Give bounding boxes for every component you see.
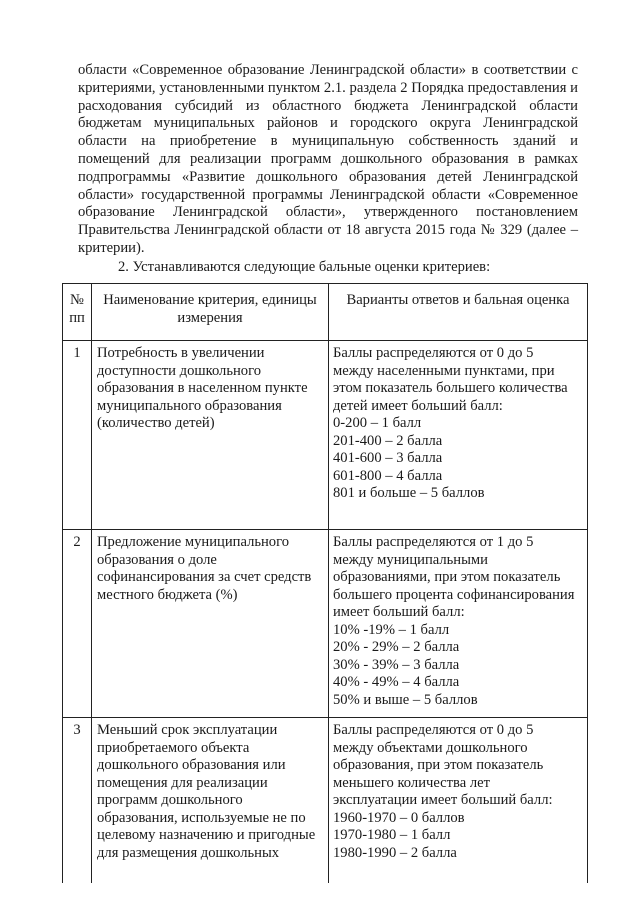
criterion-line: помещения для реализации [97, 774, 268, 791]
criterion-name [92, 341, 329, 530]
variant-line: между населенными пунктами, при [333, 362, 555, 379]
intro-line: детей Ленинградской области» государственной программы Ленинградской [78, 168, 579, 203]
variant-line: 801 и больше – 5 баллов [333, 485, 485, 501]
intro-line: собственность зданий и помещений для реализации программ дошкольного [78, 133, 578, 167]
criterion-line: образования в населенном пункте [97, 380, 308, 396]
variant-line: 401-600 – 3 балла [333, 450, 443, 466]
criterion-line: местного бюджета (%) [97, 586, 238, 603]
variants-cell [329, 718, 588, 884]
variant-line: между муниципальными [333, 551, 488, 568]
intro-paragraph [78, 62, 578, 258]
criterion-line: муниципального образования [97, 397, 282, 414]
table-row [63, 530, 588, 718]
variant-line: 1970-1980 – 1 балл [333, 827, 451, 843]
criterion-name [92, 530, 329, 718]
criterion-line: для размещения дошкольных [97, 844, 280, 861]
row-number: 3 [63, 718, 92, 884]
intro-line: округа Ленинградской области на приобретение в муниципальную [78, 115, 579, 150]
intro-line: с критериями, установленными пунктом 2.1. раздела 2 Порядка [78, 62, 579, 96]
intro-text [78, 62, 578, 277]
variant-line: 50% и выше – 5 баллов [333, 691, 478, 708]
criteria-table [62, 283, 588, 883]
variants-cell [329, 341, 588, 530]
variant-line: образования, при этом показатель [333, 757, 544, 773]
variant-line: 40% - 49% – 4 балла [333, 674, 460, 690]
variant-line: 201-400 – 2 балла [333, 432, 443, 449]
variant-line: меньшего количества лет [333, 774, 491, 791]
variant-line: Баллы распределяются от 0 до 5 [333, 722, 534, 738]
header-variants: Варианты ответов и бальная оценка [329, 284, 588, 341]
criterion-line: образования, используемые не по [97, 809, 306, 826]
row-number: 2 [63, 530, 92, 718]
variant-line: имеет больший балл: [333, 604, 465, 620]
variant-line: 0-200 – 1 балл [333, 415, 422, 431]
criterion-line: софинансирования за счет средств [97, 569, 312, 585]
variant-line: 20% - 29% – 2 балла [333, 639, 460, 655]
criterion-line: программ дошкольного [97, 792, 243, 808]
variant-line: большего процента софинансирования [333, 586, 575, 603]
criterion-line: доступности дошкольного [97, 362, 262, 379]
header-number-line2: пп [69, 309, 85, 326]
criterion-line: приобретаемого объекта [97, 739, 250, 756]
intro-line: года № 329 (далее – критерии). [78, 222, 579, 256]
variant-line: между объектами дошкольного [333, 739, 528, 756]
variant-line: 10% -19% – 1 балл [333, 621, 450, 638]
variant-line: 30% - 39% – 3 балла [333, 656, 460, 673]
variant-line: этом показатель большего количества [333, 380, 568, 396]
criterion-name [92, 718, 329, 884]
variant-line: Баллы распределяются от 1 до 5 [333, 534, 534, 550]
variants-cell [329, 530, 588, 718]
variant-line: 1960-1970 – 0 баллов [333, 809, 465, 826]
criterion-line [97, 345, 325, 363]
table-header-row [63, 284, 588, 341]
variant-line: 601-800 – 4 балла [333, 467, 443, 484]
criterion-line-text: Потребность в увеличении [97, 345, 265, 361]
intro-line: образования в рамках подпрограммы «Развитие дошкольного образования [78, 150, 578, 185]
header-criterion-name: Наименование критерия, единицы измерения [92, 284, 329, 341]
intro-line: области «Современное образование Ленинградской области» в соответствии [78, 62, 567, 78]
criterion-line: дошкольного образования или [97, 757, 286, 773]
row-number: 1 [63, 341, 92, 530]
variant-line: детей имеет больший балл: [333, 397, 503, 414]
variant-line: 1980-1990 – 2 балла [333, 844, 457, 861]
intro-line: постановлением Правительства Ленинградской области от 18 августа 2015 [78, 204, 578, 239]
intro-line: предоставления и расходования субсидий из областного бюджета [78, 79, 578, 114]
intro-line: Ленинградской области бюджетам муниципальных районов и городского [78, 97, 578, 132]
criterion-line: Предложение муниципального [97, 534, 290, 550]
table-row [63, 341, 588, 530]
criterion-line: Меньший срок эксплуатации [97, 722, 278, 738]
criterion-line: (количество детей) [97, 415, 215, 431]
variant-line: образованиями, при этом показатель [333, 569, 561, 585]
variant-line: эксплуатации имеет больший балл: [333, 792, 553, 808]
header-number-line1: № [70, 292, 84, 308]
table-row [63, 718, 588, 884]
criterion-line: образования о доле [97, 551, 217, 568]
item-2-heading: 2. Устанавливаются следующие бальные оценки критериев: [118, 258, 491, 275]
intro-line: области «Современное образование Ленинградской области», утвержденного [78, 186, 579, 221]
criterion-line: целевому назначению и пригодные [97, 827, 316, 843]
variant-line: Баллы распределяются от 0 до 5 [333, 345, 534, 361]
header-number [63, 284, 92, 341]
